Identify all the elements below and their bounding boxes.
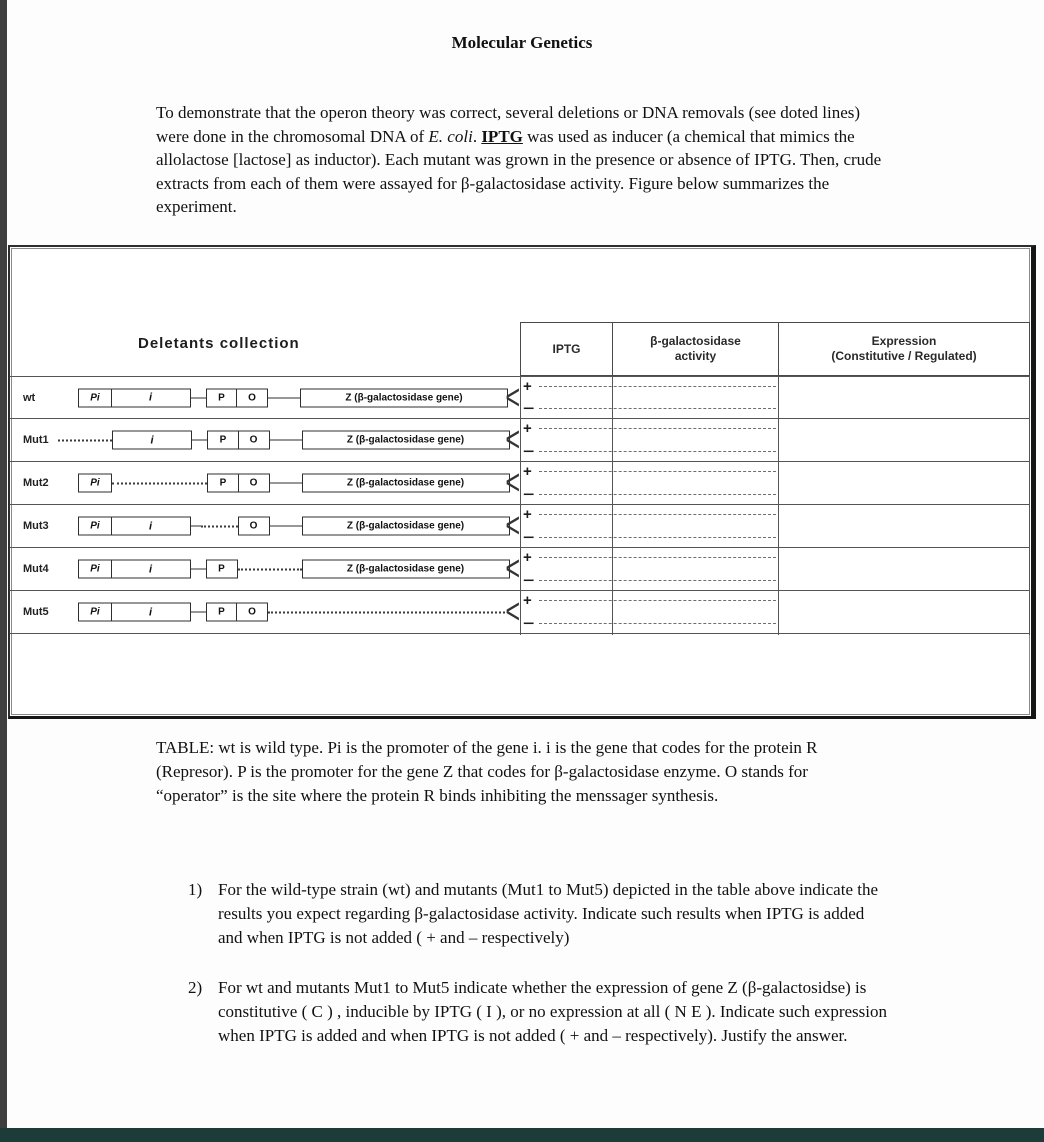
- gene-diagram: [78, 431, 510, 450]
- gene-box-i: i: [111, 388, 191, 407]
- species-name: E. coli: [428, 126, 473, 146]
- branch-angle-icon: <: [505, 418, 521, 459]
- gene-box-o: O: [236, 388, 268, 407]
- iptg-minus-row: [523, 444, 776, 458]
- question-text: For wt and mutants Mut1 to Mut5 indicate whether the expression of gene Z (β-galactosidse) is constitutive ( C ) , inducible by IPTG ( I ), or no expression at all ( N E ). Indicate such expression when IPTG is added and when IPTG is not added ( + and – respectively). Justify the answer.: [218, 978, 887, 1045]
- gene-box-p: P: [206, 560, 238, 579]
- dashed-result-line: [539, 600, 776, 601]
- row-label: Mut2: [23, 477, 49, 489]
- connector-line: [191, 612, 206, 613]
- gene-box-p: P: [206, 603, 238, 622]
- column-divider: [520, 376, 521, 635]
- deletants-collection-title: Deletants collection: [138, 335, 300, 352]
- connector-line: [270, 526, 302, 527]
- minus-sign: −: [523, 615, 535, 631]
- minus-sign: −: [523, 572, 535, 588]
- row-label: Mut4: [23, 563, 49, 575]
- header-label-iptg: IPTG: [552, 341, 581, 356]
- intro-text-2: .: [472, 126, 482, 146]
- gene-box-z: Z (β-galactosidase gene): [302, 431, 510, 450]
- iptg-branch: [506, 591, 778, 633]
- gene-box-o: O: [236, 603, 268, 622]
- gene-box-z: Z (β-galactosidase gene): [300, 388, 508, 407]
- deletion-dotted-line: [58, 439, 112, 441]
- header-label-expression-1: Expression: [871, 334, 937, 348]
- question-2: [188, 976, 888, 1048]
- question-1: [188, 878, 888, 950]
- header-label-activity-1: β-galactosidase: [650, 334, 741, 348]
- row-label: wt: [23, 391, 36, 404]
- iptg-minus-row: [523, 401, 776, 415]
- branch-angle-icon: <: [505, 375, 521, 417]
- iptg-plus-row: [523, 379, 776, 394]
- column-header-expression: [778, 322, 1030, 376]
- dashed-result-line: [539, 580, 776, 581]
- page-title: Molecular Genetics: [451, 33, 593, 52]
- gene-diagram: [78, 560, 510, 579]
- gene-box-i: i: [112, 431, 192, 450]
- dashed-result-line: [539, 494, 776, 495]
- gene-box-pi: Pi: [78, 388, 112, 407]
- gene-box-z: Z (β-galactosidase gene): [302, 517, 510, 536]
- gene-box-pi: Pi: [78, 474, 112, 493]
- plus-sign: +: [523, 463, 532, 480]
- branch-angle-icon: <: [505, 590, 521, 631]
- gene-diagram: [78, 517, 510, 536]
- gene-box-i: i: [111, 603, 191, 622]
- gene-box-pi: Pi: [78, 517, 112, 536]
- row-label: Mut5: [23, 606, 49, 618]
- iptg-minus-row: [523, 487, 776, 501]
- iptg-plus-row: [523, 464, 776, 479]
- gene-box-i: i: [111, 560, 191, 579]
- plus-sign: +: [523, 506, 532, 523]
- deletion-dotted-line: [268, 611, 505, 613]
- iptg-plus-row: [523, 550, 776, 565]
- dashed-result-line: [539, 537, 776, 538]
- connector-line: [192, 440, 207, 441]
- connector-line: [268, 397, 300, 398]
- plus-sign: +: [523, 420, 532, 437]
- minus-sign: −: [523, 529, 535, 545]
- intro-text-3: was used as inducer (a chemical that mimics the allolactose [lactose] as inductor). Each mutant was grown in the presence or absence of IPTG. Then, crude extracts from each of them were assayed for β-galactosidase activity. Figure below summarizes the experiment.: [156, 126, 882, 216]
- gene-diagram: [78, 388, 508, 407]
- header-label-expression-2: (Constitutive / Regulated): [831, 349, 977, 363]
- iptg-branch: [506, 462, 778, 504]
- connector-line: [191, 397, 206, 398]
- dashed-result-line: [539, 471, 776, 472]
- question-number: 2): [188, 978, 203, 997]
- page-bottom-border: [0, 1128, 1044, 1142]
- row-label: Mut3: [23, 520, 49, 532]
- connector-line: [270, 483, 302, 484]
- gene-box-pi: Pi: [78, 603, 112, 622]
- column-divider: [1029, 376, 1030, 635]
- iptg-plus-row: [523, 593, 776, 608]
- iptg-minus-row: [523, 530, 776, 544]
- iptg-term: IPTG: [481, 126, 523, 146]
- connector-line: [191, 526, 201, 527]
- gene-box-o: O: [238, 474, 270, 493]
- iptg-branch: [506, 548, 778, 590]
- iptg-plus-row: [523, 421, 776, 436]
- gene-box-z: Z (β-galactosidase gene): [302, 560, 510, 579]
- deletion-dotted-line: [112, 482, 207, 484]
- iptg-minus-row: [523, 573, 776, 587]
- connector-line: [191, 569, 206, 570]
- gene-box-pi: Pi: [78, 560, 112, 579]
- gene-box-o: O: [238, 517, 270, 536]
- minus-sign: −: [523, 443, 535, 459]
- branch-angle-icon: <: [505, 547, 521, 588]
- minus-sign: −: [523, 486, 535, 502]
- column-divider: [778, 376, 779, 635]
- dashed-result-line: [539, 408, 776, 409]
- deletion-dotted-line: [238, 568, 302, 570]
- column-header-activity: [612, 322, 779, 376]
- plus-sign: +: [523, 378, 532, 395]
- dashed-result-line: [539, 428, 776, 429]
- question-text: For the wild-type strain (wt) and mutants (Mut1 to Mut5) depicted in the table above indicate the results you expect regarding β-galactosidase activity. Indicate such results when IPTG is added and when IPTG is not added ( + and – respectively): [218, 880, 879, 947]
- question-number: 1): [188, 880, 203, 899]
- dashed-result-line: [539, 451, 776, 452]
- gene-box-i: i: [111, 517, 191, 536]
- iptg-minus-row: [523, 616, 776, 630]
- column-header-iptg: [520, 322, 613, 376]
- branch-angle-icon: <: [505, 461, 521, 502]
- plus-sign: +: [523, 592, 532, 609]
- experiment-figure: [8, 245, 1036, 719]
- gene-box-o: O: [238, 431, 270, 450]
- gene-box-p: P: [207, 474, 239, 493]
- iptg-branch: [506, 377, 778, 418]
- dashed-result-line: [539, 514, 776, 515]
- gene-diagram: [78, 603, 505, 622]
- column-divider: [612, 376, 613, 635]
- table-caption: TABLE: wt is wild type. Pi is the promoter of the gene i. i is the gene that codes for the protein R (Represor). P is the promoter for the gene Z that codes for β-galactosidase enzyme. O stands for “operator” is the site where the protein R binds inhibiting the menssager synthesis.: [156, 738, 818, 805]
- page-left-border: [0, 0, 7, 1128]
- plus-sign: +: [523, 549, 532, 566]
- questions-list: [188, 878, 888, 1074]
- gene-box-p: P: [207, 431, 239, 450]
- intro-text-1: To demonstrate that the operon theory was correct, several deletions or DNA removals (see doted lines) were done in the chromosomal DNA of: [156, 103, 861, 146]
- deletion-dotted-line: [201, 525, 238, 527]
- gene-box-p: P: [206, 388, 238, 407]
- iptg-plus-row: [523, 507, 776, 522]
- gene-box-z: Z (β-galactosidase gene): [302, 474, 510, 493]
- connector-line: [270, 440, 302, 441]
- dashed-result-line: [539, 557, 776, 558]
- iptg-branch: [506, 505, 778, 547]
- header-label-activity-2: activity: [674, 349, 717, 363]
- row-label: Mut1: [23, 434, 49, 446]
- gene-diagram: [78, 474, 510, 493]
- branch-angle-icon: <: [505, 504, 521, 545]
- dashed-result-line: [539, 386, 776, 387]
- intro-paragraph: [156, 101, 886, 219]
- minus-sign: −: [523, 400, 535, 416]
- dashed-result-line: [539, 623, 776, 624]
- iptg-branch: [506, 419, 778, 461]
